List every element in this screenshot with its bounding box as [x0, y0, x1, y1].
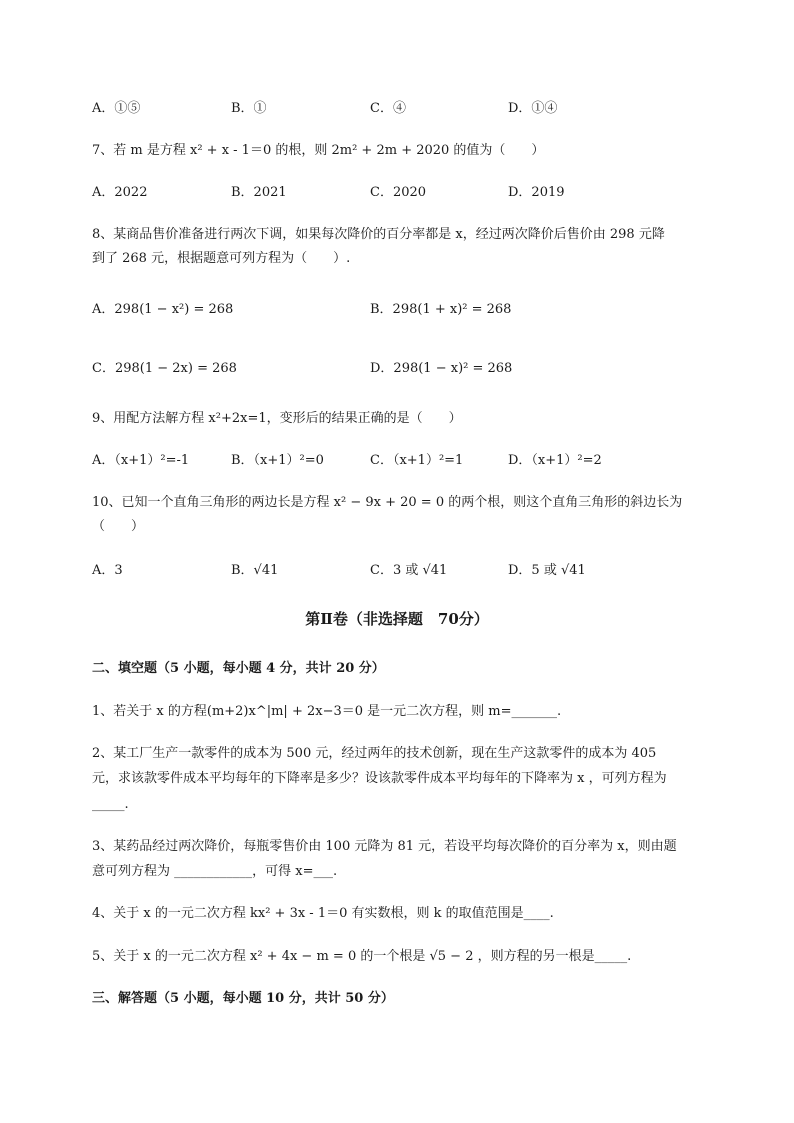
- fill-q2-line1: 2、某工厂生产一款零件的成本为 500 元，经过两年的技术创新，现在生产这款零件的成本为 405: [92, 746, 657, 761]
- q8-stem-line1: 8、某商品售价准备进行两次下调，如果每次降价的百分率都是 x，经过两次降价后售价由 298 元降: [92, 227, 665, 242]
- q10-option-d: D．5 或 √41: [508, 563, 586, 578]
- fill-q2-line2: 元，求该款零件成本平均每年的下降率是多少？设该款零件成本平均每年的下降率为 x ，可列方程为: [92, 771, 667, 786]
- q9-option-b: B．（x+1）²=0: [231, 453, 324, 468]
- fill-q2-line3: _____.: [92, 797, 129, 812]
- q9-option-c: C．（x+1）²=1: [370, 453, 464, 468]
- q9-option-a: A．（x+1）²=-1: [92, 453, 190, 468]
- q6-option-a: A．①⑤: [92, 101, 141, 116]
- q7-option-a: A．2022: [92, 185, 148, 200]
- fill-q4: 4、关于 x 的一元二次方程 kx² + 3x - 1＝0 有实数根，则 k 的取值范围是____.: [92, 906, 554, 921]
- fill-q5: 5、关于 x 的一元二次方程 x² + 4x − m = 0 的一个根是 √5 − 2 ，则方程的另一根是_____.: [92, 949, 632, 964]
- q10-stem-line2: （ ）: [92, 519, 145, 534]
- fill-q1: 1、若关于 x 的方程(m+2)x^|m| + 2x−3＝0 是一元二次方程，则 m=_______.: [92, 704, 562, 719]
- q10-option-b: B．√41: [231, 563, 279, 578]
- q9-stem: 9、用配方法解方程 x²+2x=1，变形后的结果正确的是（ ）: [92, 411, 462, 426]
- q10-option-c: C．3 或 √41: [370, 563, 448, 578]
- q7-option-b: B．2021: [231, 185, 287, 200]
- fill-q3-line1: 3、某药品经过两次降价，每瓶零售价由 100 元降为 81 元，若设平均每次降价的百分率为 x，则由题: [92, 839, 677, 854]
- q10-stem-line1: 10、已知一个直角三角形的两边长是方程 x² − 9x + 20 = 0 的两个根，则这个直角三角形的斜边长为: [92, 495, 683, 510]
- q6-option-c: C．④: [370, 101, 406, 116]
- q8-option-b: B．298(1 + x)² = 268: [370, 302, 512, 317]
- section2-title: 二、填空题（5 小题，每小题 4 分，共计 20 分）: [92, 661, 385, 676]
- part2-title: 第Ⅱ卷（非选择题 70分）: [305, 610, 489, 628]
- q9-option-d: D．（x+1）²=2: [508, 453, 602, 468]
- q8-option-a: A．298(1 − x²) = 268: [92, 302, 234, 317]
- q7-stem: 7、若 m 是方程 x² + x - 1＝0 的根，则 2m² + 2m + 2020 的值为（ ）: [92, 143, 545, 158]
- q8-stem-line2: 到了 268 元，根据题意可列方程为（ ）.: [92, 251, 351, 266]
- q6-option-d: D．①④: [508, 101, 558, 116]
- q6-option-b: B．①: [231, 101, 267, 116]
- q8-option-d: D．298(1 − x)² = 268: [370, 361, 513, 376]
- section3-title: 三、解答题（5 小题，每小题 10 分，共计 50 分）: [92, 991, 394, 1006]
- q7-option-d: D．2019: [508, 185, 565, 200]
- q10-option-a: A．3: [92, 563, 123, 578]
- fill-q3-line2: 意可列方程为 ____________，可得 x=___.: [92, 864, 338, 879]
- q7-option-c: C．2020: [370, 185, 427, 200]
- q8-option-c: C．298(1 − 2x) = 268: [92, 361, 237, 376]
